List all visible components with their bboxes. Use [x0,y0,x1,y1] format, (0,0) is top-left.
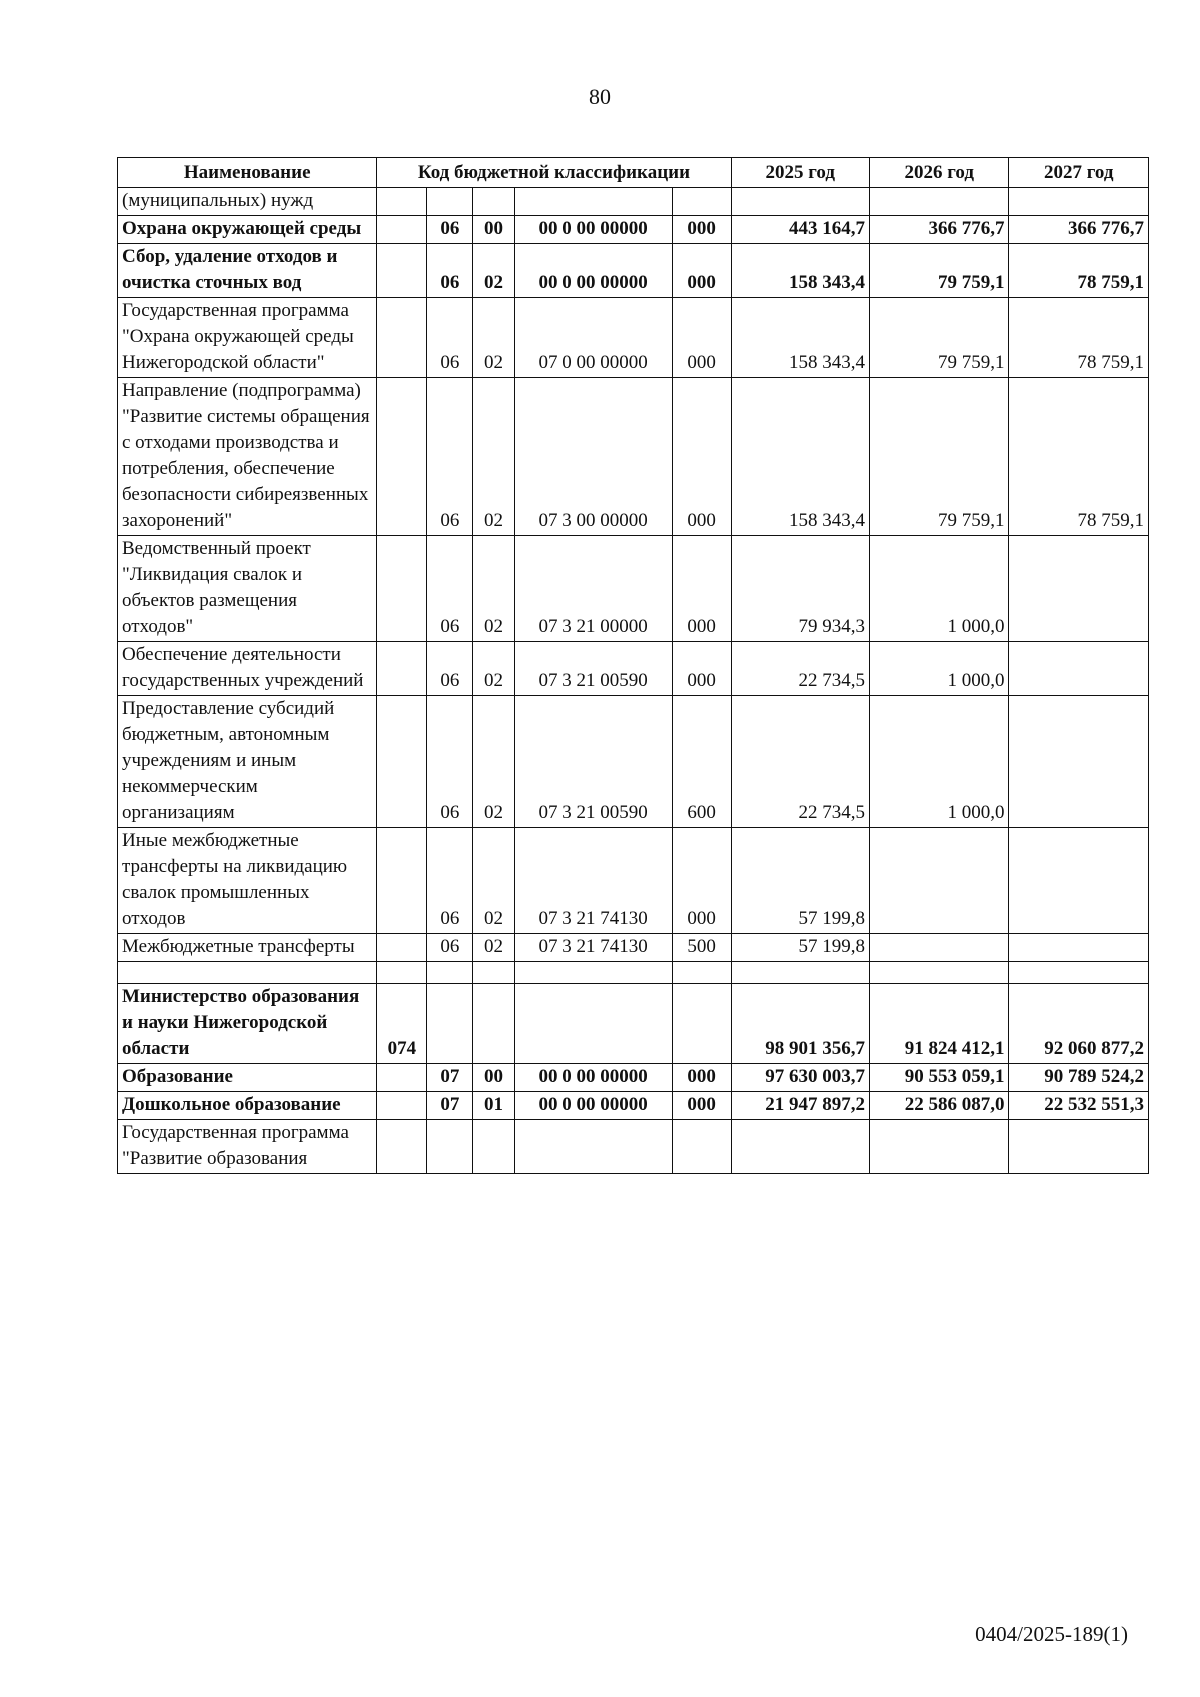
document-code: 0404/2025-189(1) [975,1622,1128,1646]
cell-name: Министерство образования и науки Нижегородской области [118,984,377,1064]
budget-table [117,157,1149,1174]
cell-y2025 [731,1120,869,1174]
cell-rz [427,1120,473,1174]
cell-ved [377,1120,427,1174]
cell-name: Межбюджетные трансферты [118,934,377,962]
cell-y2026: 1 000,0 [869,696,1008,828]
cell-y2025: 158 343,4 [731,244,869,298]
cell-rz: 06 [427,828,473,934]
cell-rz: 06 [427,378,473,536]
cell-ved [377,188,427,216]
cell-rz: 06 [427,696,473,828]
cell-rz: 07 [427,1064,473,1092]
cell-vr: 000 [672,1092,731,1120]
cell-name: Дошкольное образование [118,1092,377,1120]
table-header-row [118,158,1149,188]
table-row [118,1092,1149,1120]
cell-rz [427,984,473,1064]
cell-y2027: 366 776,7 [1009,216,1149,244]
table-row [118,244,1149,298]
cell-y2026 [869,828,1008,934]
cell-csr [514,984,672,1064]
cell-ved [377,1064,427,1092]
table-row [118,642,1149,696]
table-row [118,828,1149,934]
cell-y2025: 98 901 356,7 [731,984,869,1064]
cell-name: Иные межбюджетные трансферты на ликвидацию свалок промышленных отходов [118,828,377,934]
cell-csr: 07 3 21 74130 [514,934,672,962]
cell-y2027 [1009,1120,1149,1174]
cell-y2025: 22 734,5 [731,642,869,696]
cell-y2025 [731,962,869,984]
cell-vr [672,1120,731,1174]
cell-pr: 00 [473,1064,514,1092]
cell-vr: 600 [672,696,731,828]
cell-rz [427,962,473,984]
cell-csr: 00 0 00 00000 [514,1064,672,1092]
cell-rz: 06 [427,298,473,378]
cell-csr: 07 3 00 00000 [514,378,672,536]
cell-csr [514,962,672,984]
cell-ved: 074 [377,984,427,1064]
cell-y2025: 21 947 897,2 [731,1092,869,1120]
cell-y2026: 79 759,1 [869,244,1008,298]
cell-y2026 [869,1120,1008,1174]
cell-csr: 00 0 00 00000 [514,216,672,244]
cell-y2026: 79 759,1 [869,298,1008,378]
cell-rz: 06 [427,244,473,298]
cell-pr: 00 [473,216,514,244]
cell-ved [377,216,427,244]
table-row [118,696,1149,828]
cell-y2025: 158 343,4 [731,378,869,536]
cell-pr: 02 [473,378,514,536]
cell-y2027: 22 532 551,3 [1009,1092,1149,1120]
cell-rz: 06 [427,216,473,244]
header-code: Код бюджетной классификации [377,158,731,188]
cell-vr: 000 [672,216,731,244]
header-2025: 2025 год [731,158,869,188]
cell-y2025: 79 934,3 [731,536,869,642]
cell-y2026: 22 586 087,0 [869,1092,1008,1120]
cell-csr [514,188,672,216]
cell-vr [672,984,731,1064]
cell-vr [672,962,731,984]
cell-pr [473,984,514,1064]
cell-ved [377,244,427,298]
cell-ved [377,696,427,828]
cell-ved [377,828,427,934]
cell-vr: 000 [672,244,731,298]
cell-y2027 [1009,188,1149,216]
cell-name: Государственная программа "Охрана окружающей среды Нижегородской области" [118,298,377,378]
cell-y2027 [1009,828,1149,934]
cell-name: (муниципальных) нужд [118,188,377,216]
cell-csr: 07 3 21 00000 [514,536,672,642]
cell-pr: 02 [473,828,514,934]
table-row [118,962,1149,984]
cell-y2025 [731,188,869,216]
header-2026: 2026 год [869,158,1008,188]
cell-vr: 000 [672,642,731,696]
cell-name: Предоставление субсидий бюджетным, автономным учреждениям и иным некоммерческим организациям [118,696,377,828]
cell-vr: 000 [672,536,731,642]
cell-name: Ведомственный проект "Ликвидация свалок и объектов размещения отходов" [118,536,377,642]
cell-name: Государственная программа "Развитие образования [118,1120,377,1174]
cell-y2026: 90 553 059,1 [869,1064,1008,1092]
cell-rz [427,188,473,216]
cell-y2026 [869,962,1008,984]
cell-y2027 [1009,962,1149,984]
cell-pr: 02 [473,298,514,378]
cell-y2026: 79 759,1 [869,378,1008,536]
page-number: 80 [589,84,611,109]
cell-y2027: 78 759,1 [1009,378,1149,536]
table-row [118,1120,1149,1174]
cell-pr: 02 [473,934,514,962]
cell-y2025: 22 734,5 [731,696,869,828]
cell-y2026: 1 000,0 [869,642,1008,696]
cell-y2027: 78 759,1 [1009,298,1149,378]
cell-pr [473,1120,514,1174]
cell-y2026 [869,934,1008,962]
cell-vr: 000 [672,1064,731,1092]
table-row [118,984,1149,1064]
cell-y2025: 158 343,4 [731,298,869,378]
cell-name: Охрана окружающей среды [118,216,377,244]
cell-pr: 02 [473,642,514,696]
cell-ved [377,536,427,642]
cell-csr: 07 0 00 00000 [514,298,672,378]
cell-y2025: 57 199,8 [731,934,869,962]
cell-csr [514,1120,672,1174]
cell-vr: 500 [672,934,731,962]
cell-rz: 07 [427,1092,473,1120]
header-name: Наименование [118,158,377,188]
table-row [118,1064,1149,1092]
cell-csr: 00 0 00 00000 [514,1092,672,1120]
cell-csr: 07 3 21 00590 [514,696,672,828]
table-row [118,216,1149,244]
cell-ved [377,642,427,696]
cell-pr: 02 [473,696,514,828]
cell-y2026: 1 000,0 [869,536,1008,642]
cell-y2027: 90 789 524,2 [1009,1064,1149,1092]
header-2027: 2027 год [1009,158,1149,188]
cell-csr: 07 3 21 00590 [514,642,672,696]
cell-ved [377,934,427,962]
cell-pr [473,188,514,216]
cell-name: Направление (подпрограмма) "Развитие системы обращения с отходами производства и потребления, обеспечение безопасности сибиреязвенных захоронений" [118,378,377,536]
cell-vr: 000 [672,378,731,536]
cell-pr [473,962,514,984]
cell-pr: 01 [473,1092,514,1120]
cell-y2026 [869,188,1008,216]
cell-y2026: 91 824 412,1 [869,984,1008,1064]
cell-ved [377,1092,427,1120]
cell-y2025: 443 164,7 [731,216,869,244]
cell-vr: 000 [672,828,731,934]
cell-y2025: 57 199,8 [731,828,869,934]
cell-ved [377,962,427,984]
cell-csr: 00 0 00 00000 [514,244,672,298]
cell-vr [672,188,731,216]
cell-y2027: 92 060 877,2 [1009,984,1149,1064]
cell-name: Обеспечение деятельности государственных учреждений [118,642,377,696]
cell-pr: 02 [473,536,514,642]
table-row [118,934,1149,962]
cell-rz: 06 [427,934,473,962]
cell-csr: 07 3 21 74130 [514,828,672,934]
cell-y2027 [1009,934,1149,962]
cell-pr: 02 [473,244,514,298]
cell-vr: 000 [672,298,731,378]
cell-y2027 [1009,642,1149,696]
cell-rz: 06 [427,642,473,696]
cell-ved [377,378,427,536]
table-row [118,298,1149,378]
cell-y2027 [1009,536,1149,642]
cell-y2025: 97 630 003,7 [731,1064,869,1092]
cell-ved [377,298,427,378]
cell-y2027: 78 759,1 [1009,244,1149,298]
table-row [118,536,1149,642]
cell-y2027 [1009,696,1149,828]
cell-y2026: 366 776,7 [869,216,1008,244]
cell-rz: 06 [427,536,473,642]
cell-name: Образование [118,1064,377,1092]
cell-name [118,962,377,984]
cell-name: Сбор, удаление отходов и очистка сточных вод [118,244,377,298]
table-row [118,188,1149,216]
table-row [118,378,1149,536]
